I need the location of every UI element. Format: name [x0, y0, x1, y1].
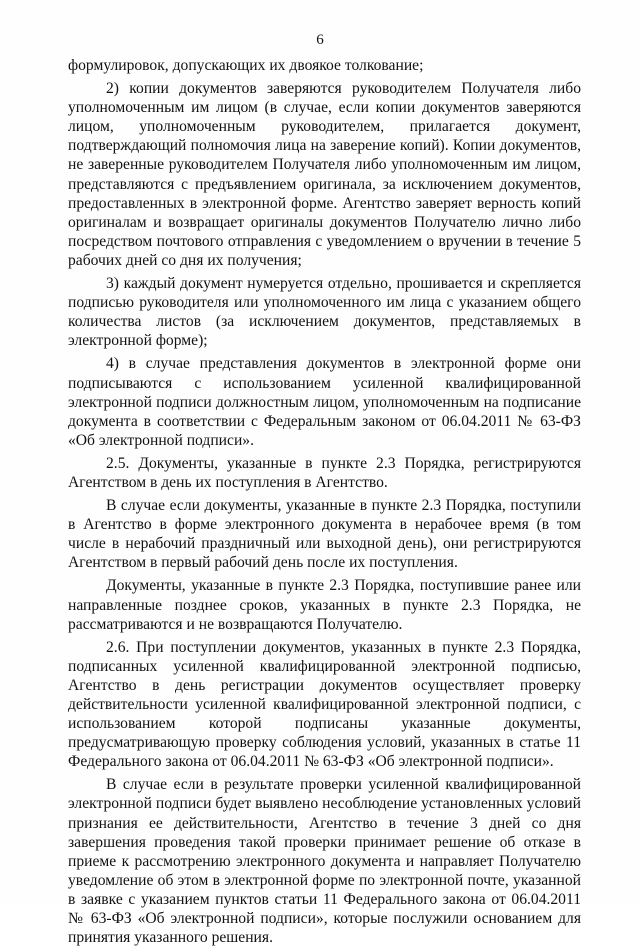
page-number: 6 — [316, 32, 324, 48]
paragraph: 2.6. При поступлении документов, указанных в пункте 2.3 Порядка, подписанных усиленной квалифицированной электронной подписью, Агентство в день регистрации документов осуществляет проверку действительности усиленной квалифицированной электронной подписи, с использованием которой подписаны указанные документы, предусматривающую проверку соблюдения условий, указанных в статье 11 Федерального закона от 06.04.2011 № 63-ФЗ «Об электронной подписи». — [68, 638, 581, 771]
document-body — [68, 56, 581, 951]
paragraph: В случае если документы, указанные в пункте 2.3 Порядка, поступили в Агентство в форме электронного документа в нерабочее время (в том числе в нерабочий праздничный или выходной день), они регистрируются Агентством в первый рабочий день после их поступления. — [68, 497, 581, 572]
paragraph: 3) каждый документ нумеруется отдельно, прошивается и скрепляется подписью руководителя или уполномоченного им лица с указанием общего количества листов (за исключением документов, представляемых в электронной форме); — [68, 275, 581, 350]
paragraph: В случае если в результате проверки усиленной квалифицированной электронной подписи будет выявлено несоблюдение установленных условий признания ее действительности, Агентство в течение 3 дней со дня завершения проведения такой проверки принимает решение об отказе в приеме к рассмотрению электронного документа и направляет Получателю уведомление об этом в электронной форме по электронной почте, указанной в заявке с указанием пунктов статьи 11 Федерального закона от 06.04.2011 № 63-ФЗ «Об электронной подписи», которые послужили основанием для принятия указанного решения. — [68, 776, 581, 947]
paragraph: Документы, указанные в пункте 2.3 Порядка, поступившие ранее или направленные позднее сроков, указанных в пункте 2.3 Порядка, не рассматриваются и не возвращаются Получателю. — [68, 577, 581, 633]
paragraph: формулировок, допускающих их двоякое толкование; — [68, 57, 424, 74]
paragraph: 2) копии документов заверяются руководителем Получателя либо уполномоченным им лицом (в случае, если копии документов заверяются лицом, уполномоченным руководителем, прилагается документ, подтверждающий полномочия лица на заверение копий). Копии документов, не заверенные руководителем Получателя либо уполномоченным им лицом, представляются с предъявлением оригинала, за исключением документов, предоставленных в электронной форме. Агентство заверяет верность копий оригиналам и возвращает оригиналы документов Получателю лично либо посредством почтового отправления с уведомлением о вручении в течение 5 рабочих дней со дня их получения; — [68, 80, 581, 269]
paragraph: 4) в случае представления документов в электронной форме они подписываются с использованием усиленной квалифицированной электронной подписи должностным лицом, уполномоченным на подписание документа в соответствии с Федеральным законом от 06.04.2011 № 63-ФЗ «Об электронной подписи». — [68, 355, 581, 449]
paragraph: 2.5. Документы, указанные в пункте 2.3 Порядка, регистрируются Агентством в день их поступления в Агентство. — [68, 454, 581, 491]
